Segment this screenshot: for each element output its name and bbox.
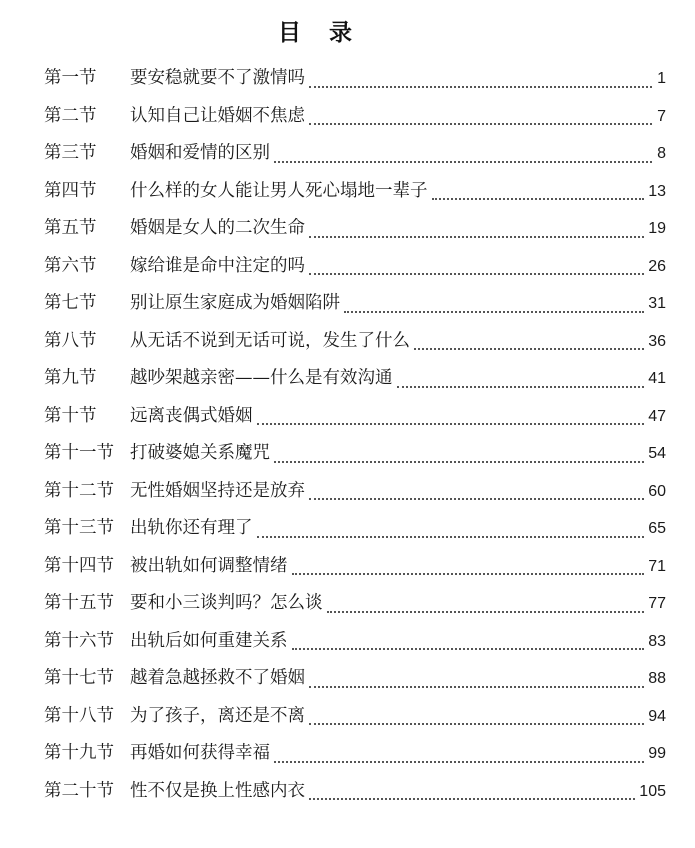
toc-chapter-number: 第十六节 bbox=[44, 630, 114, 651]
toc-chapter-title: 婚姻和爱情的区别 bbox=[130, 143, 270, 163]
toc-chapter-title: 远离丧偶式婚姻 bbox=[130, 405, 253, 426]
toc-chapter-title: 要安稳就要不了激情吗 bbox=[130, 68, 305, 88]
toc-leader-dots bbox=[309, 123, 652, 125]
toc-leader-dots bbox=[309, 273, 644, 275]
toc-chapter-number: 第十节 bbox=[44, 405, 97, 426]
toc-page-number: 1 bbox=[657, 70, 666, 87]
toc-chapter-title: 为了孩子，离还是不离 bbox=[130, 705, 305, 726]
toc-chapter-number: 第五节 bbox=[44, 218, 97, 238]
toc-chapter-title: 打破婆媳关系魔咒 bbox=[130, 443, 270, 463]
toc-chapter-title: 出轨你还有理了 bbox=[130, 518, 253, 538]
toc-page-number: 26 bbox=[648, 257, 666, 275]
toc-leader-dots bbox=[309, 236, 644, 238]
toc-list bbox=[44, 60, 666, 810]
toc-page-number: 47 bbox=[648, 407, 666, 425]
toc-chapter-title: 越着急越拯救不了婚姻 bbox=[130, 668, 305, 688]
toc-leader-dots bbox=[327, 611, 645, 613]
toc-entry[interactable] bbox=[44, 510, 666, 548]
toc-chapter-title: 性不仅是换上性感内衣 bbox=[130, 780, 305, 801]
toc-entry[interactable] bbox=[44, 548, 666, 586]
toc-chapter-number: 第九节 bbox=[44, 368, 97, 388]
toc-page-number: 99 bbox=[648, 745, 666, 762]
toc-entry[interactable] bbox=[44, 248, 666, 286]
toc-chapter-number: 第六节 bbox=[44, 255, 97, 276]
toc-page-number: 65 bbox=[648, 520, 666, 537]
toc-entry[interactable] bbox=[44, 735, 666, 773]
toc-page-number: 54 bbox=[648, 445, 666, 462]
toc-chapter-number: 第二十节 bbox=[44, 780, 114, 801]
toc-chapter-number: 第十一节 bbox=[44, 443, 114, 463]
toc-chapter-title: 从无话不说到无话可说，发生了什么 bbox=[130, 330, 410, 351]
toc-chapter-title: 别让原生家庭成为婚姻陷阱 bbox=[130, 293, 340, 313]
toc-page-number: 71 bbox=[648, 557, 666, 575]
toc-chapter-number: 第十四节 bbox=[44, 555, 114, 576]
toc-page-number: 19 bbox=[648, 220, 666, 237]
toc-chapter-title: 婚姻是女人的二次生命 bbox=[130, 218, 305, 238]
toc-entry[interactable] bbox=[44, 173, 666, 211]
toc-chapter-number: 第四节 bbox=[44, 180, 97, 201]
toc-chapter-title: 再婚如何获得幸福 bbox=[130, 743, 270, 763]
toc-page-number: 83 bbox=[648, 632, 666, 650]
toc-entry[interactable] bbox=[44, 135, 666, 173]
toc-entry[interactable] bbox=[44, 623, 666, 661]
toc-page-number: 7 bbox=[657, 107, 666, 125]
toc-entry[interactable] bbox=[44, 323, 666, 361]
toc-page-number: 94 bbox=[648, 707, 666, 725]
toc-page-number: 60 bbox=[648, 482, 666, 500]
toc-page-number: 77 bbox=[648, 595, 666, 612]
toc-page-number: 88 bbox=[648, 670, 666, 687]
toc-leader-dots bbox=[432, 198, 645, 200]
toc-page-number: 105 bbox=[639, 782, 666, 800]
toc-chapter-number: 第十八节 bbox=[44, 705, 114, 726]
toc-leader-dots bbox=[274, 461, 644, 463]
toc-leader-dots bbox=[414, 348, 644, 350]
toc-chapter-title: 无性婚姻坚持还是放弃 bbox=[130, 480, 305, 501]
toc-entry[interactable] bbox=[44, 473, 666, 511]
toc-chapter-number: 第十九节 bbox=[44, 743, 114, 763]
toc-page-number: 31 bbox=[648, 295, 666, 312]
toc-leader-dots bbox=[344, 311, 644, 313]
toc-page-number: 41 bbox=[648, 370, 666, 387]
toc-page-number: 13 bbox=[648, 182, 666, 200]
toc-leader-dots bbox=[274, 161, 652, 163]
toc-leader-dots bbox=[309, 86, 652, 88]
toc-chapter-number: 第八节 bbox=[44, 330, 97, 351]
toc-entry[interactable] bbox=[44, 360, 666, 398]
toc-entry[interactable] bbox=[44, 585, 666, 623]
toc-chapter-title: 要和小三谈判吗？怎么谈 bbox=[130, 593, 323, 613]
toc-leader-dots bbox=[309, 498, 644, 500]
toc-chapter-title: 认知自己让婚姻不焦虑 bbox=[130, 105, 305, 126]
toc-chapter-number: 第十三节 bbox=[44, 518, 114, 538]
toc-leader-dots bbox=[309, 723, 644, 725]
toc-chapter-title: 越吵架越亲密——什么是有效沟通 bbox=[130, 368, 393, 388]
toc-chapter-title: 嫁给谁是命中注定的吗 bbox=[130, 255, 305, 276]
toc-chapter-number: 第十二节 bbox=[44, 480, 114, 501]
toc-page-number: 36 bbox=[648, 332, 666, 350]
toc-leader-dots bbox=[309, 798, 635, 800]
toc-entry[interactable] bbox=[44, 698, 666, 736]
toc-page-number: 8 bbox=[657, 145, 666, 162]
toc-chapter-number: 第十五节 bbox=[44, 593, 114, 613]
toc-chapter-title: 被出轨如何调整情绪 bbox=[130, 555, 288, 576]
toc-leader-dots bbox=[292, 648, 645, 650]
toc-leader-dots bbox=[292, 573, 645, 575]
toc-chapter-title: 什么样的女人能让男人死心塌地一辈子 bbox=[130, 180, 428, 201]
toc-leader-dots bbox=[257, 536, 645, 538]
toc-entry[interactable] bbox=[44, 210, 666, 248]
toc-entry[interactable] bbox=[44, 60, 666, 98]
toc-leader-dots bbox=[397, 386, 645, 388]
toc-entry[interactable] bbox=[44, 98, 666, 136]
toc-entry[interactable] bbox=[44, 660, 666, 698]
toc-title: 目 录 bbox=[277, 20, 362, 46]
toc-leader-dots bbox=[274, 761, 644, 763]
toc-entry[interactable] bbox=[44, 773, 666, 811]
toc-chapter-number: 第二节 bbox=[44, 105, 97, 126]
toc-chapter-number: 第三节 bbox=[44, 143, 97, 163]
toc-chapter-number: 第一节 bbox=[44, 68, 97, 88]
toc-entry[interactable] bbox=[44, 435, 666, 473]
toc-entry[interactable] bbox=[44, 398, 666, 436]
toc-entry[interactable] bbox=[44, 285, 666, 323]
toc-leader-dots bbox=[257, 423, 645, 425]
toc-chapter-number: 第十七节 bbox=[44, 668, 114, 688]
toc-chapter-title: 出轨后如何重建关系 bbox=[130, 630, 288, 651]
toc-chapter-number: 第七节 bbox=[44, 293, 97, 313]
toc-leader-dots bbox=[309, 686, 644, 688]
